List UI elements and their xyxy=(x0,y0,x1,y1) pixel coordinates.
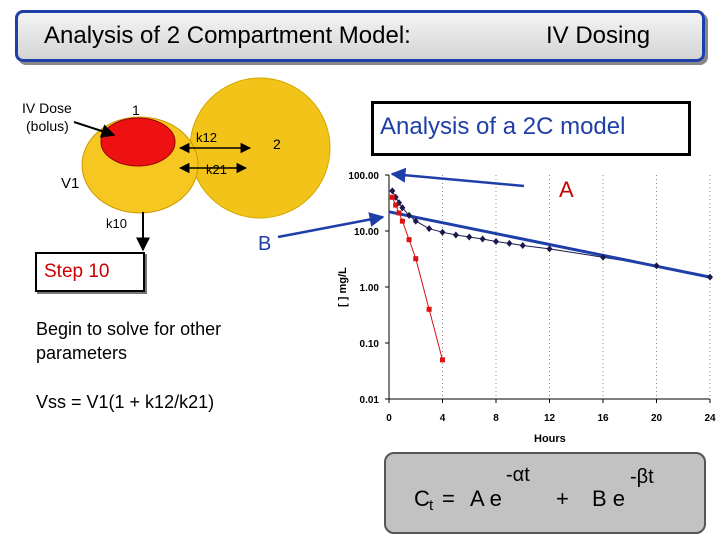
data-point-square xyxy=(440,357,445,362)
equation-plus: + xyxy=(556,486,569,511)
data-point-diamond xyxy=(506,240,512,247)
equation-beta-exponent: -βt xyxy=(630,466,654,488)
y-tick-label: 10.00 xyxy=(353,227,379,238)
compartment-2-label: 2 xyxy=(273,136,281,152)
data-point-square xyxy=(400,219,405,224)
data-point-diamond xyxy=(493,238,499,245)
concentration-equation-box xyxy=(384,452,706,534)
data-point-square xyxy=(407,237,412,242)
data-point-square xyxy=(397,210,402,215)
slide-title-right: IV Dosing xyxy=(546,22,651,49)
step-label: Step 10 xyxy=(44,261,110,282)
y-tick-label: 1.00 xyxy=(359,283,379,294)
body-text-line-2: parameters xyxy=(36,343,128,363)
data-point-square xyxy=(393,203,398,208)
series-1-line xyxy=(392,191,710,277)
x-tick-label: 24 xyxy=(704,413,716,424)
equation-t-subscript: t xyxy=(429,497,434,514)
compartment-model xyxy=(22,78,330,250)
y-tick-label: 100.00 xyxy=(348,171,379,182)
body-text-line-1: Begin to solve for other xyxy=(36,319,222,339)
y-axis-title: [ ] mg/L xyxy=(337,267,349,307)
data-point-square xyxy=(390,195,395,200)
x-tick-label: 4 xyxy=(439,413,446,424)
data-point-diamond xyxy=(389,187,395,194)
x-tick-label: 12 xyxy=(543,413,556,424)
x-axis-title: Hours xyxy=(534,433,566,445)
vss-equation: Vss = V1(1 + k12/k21) xyxy=(36,392,215,412)
equation-equals: = xyxy=(442,486,455,511)
data-point-square xyxy=(413,256,418,261)
bolus-label: (bolus) xyxy=(26,118,69,134)
data-point-diamond xyxy=(466,234,472,241)
data-point-diamond xyxy=(453,231,459,238)
x-tick-label: 0 xyxy=(386,413,392,424)
k21-label: k21 xyxy=(206,162,227,177)
y-tick-label: 0.01 xyxy=(359,395,379,406)
slide-title: Analysis of 2 Compartment Model: xyxy=(44,22,411,49)
data-point-square xyxy=(427,307,432,312)
x-tick-label: 20 xyxy=(650,413,663,424)
x-tick-label: 16 xyxy=(597,413,609,424)
iv-dose-label: IV Dose xyxy=(22,100,72,116)
equation-alpha-exponent: -αt xyxy=(506,464,530,486)
subtitle: Analysis of a 2C model xyxy=(380,113,626,140)
x-tick-label: 8 xyxy=(493,413,499,424)
y-tick-label: 0.10 xyxy=(359,339,379,350)
concentration-time-chart xyxy=(337,171,716,445)
intercept-a-label: A xyxy=(559,177,574,202)
equation-a-term: A e xyxy=(470,486,502,511)
v1-label: V1 xyxy=(61,175,80,192)
equation-c: C xyxy=(414,486,430,511)
k12-label: k12 xyxy=(196,130,217,145)
data-point-diamond xyxy=(480,235,486,242)
intercept-b-label: B xyxy=(258,233,272,255)
intercept-a-arrow xyxy=(392,174,524,186)
data-point-diamond xyxy=(426,225,432,232)
compartment-1-label: 1 xyxy=(132,102,140,118)
central-compartment xyxy=(101,118,175,166)
data-point-diamond xyxy=(440,229,446,236)
data-point-diamond xyxy=(707,274,713,281)
equation-b-term: B e xyxy=(592,486,626,511)
data-point-diamond xyxy=(520,242,526,249)
k10-label: k10 xyxy=(106,216,127,231)
